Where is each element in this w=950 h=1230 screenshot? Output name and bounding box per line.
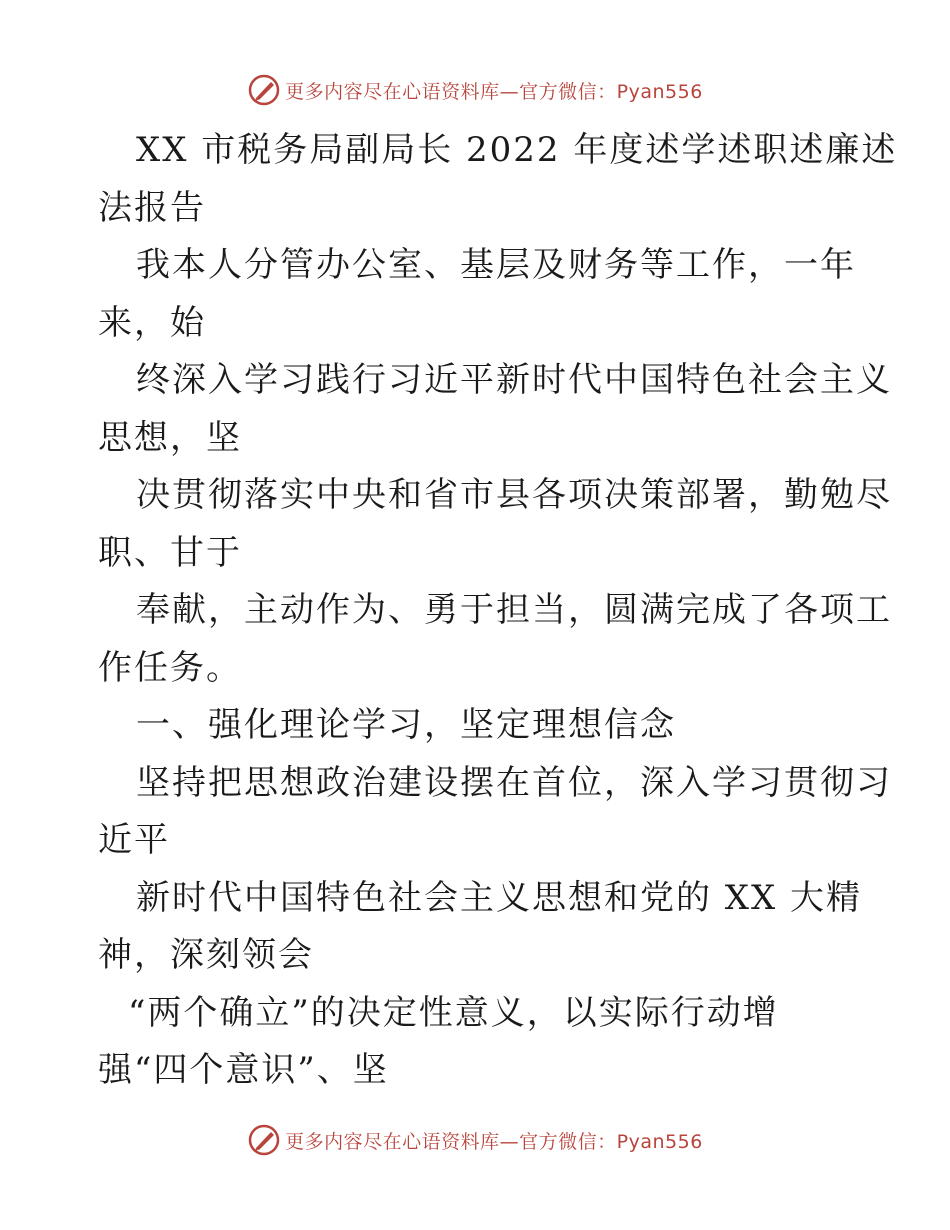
paragraph-line: 终深入学习践行习近平新时代中国特色社会主义 (136, 360, 892, 400)
paragraph-line: 决贯彻落实中央和省市县各项决策部署，勤勉尽 (136, 475, 892, 515)
paragraph-line: 奉献，主动作为、勇于担当，圆满完成了各项工 (136, 590, 892, 630)
footer-watermark (0, 1120, 950, 1160)
paragraph-line: 作任务。 (98, 647, 242, 688)
watermark-text: 更多内容尽在心语资料库—官方微信：Pyan556 (285, 1130, 703, 1153)
watermark-text: 更多内容尽在心语资料库—官方微信：Pyan556 (285, 80, 703, 103)
header-watermark (0, 70, 950, 110)
paragraph-line: 新时代中国特色社会主义思想和党的 XX 大精 (136, 877, 863, 918)
paragraph-line: 坚持把思想政治建设摆在首位，深入学习贯彻习 (136, 762, 892, 803)
paragraph-line: 职、甘于 (98, 532, 242, 573)
paragraph-line: 近平 (98, 820, 170, 860)
quill-pen-logo-icon (247, 1123, 281, 1157)
document-body (98, 122, 898, 1100)
title-line-1: XX 市税务局副局长 2022 年度述学述职述廉述 (136, 130, 898, 170)
quill-pen-logo-icon (247, 73, 281, 107)
paragraph-line: 强“四个意识”、坚 (98, 1050, 389, 1090)
section-heading: 一、强化理论学习，坚定理想信念 (136, 705, 676, 745)
title-line-2: 法报告 (98, 187, 206, 228)
paragraph-line: “两个确立”的决定性意义，以实际行动增 (128, 992, 779, 1033)
paragraph-line: 思想，坚 (98, 417, 242, 458)
paragraph-line: 来，始 (98, 302, 206, 343)
paragraph-line: 我本人分管办公室、基层及财务等工作，一年 (136, 245, 856, 285)
paragraph-line: 神，深刻领会 (98, 935, 314, 975)
